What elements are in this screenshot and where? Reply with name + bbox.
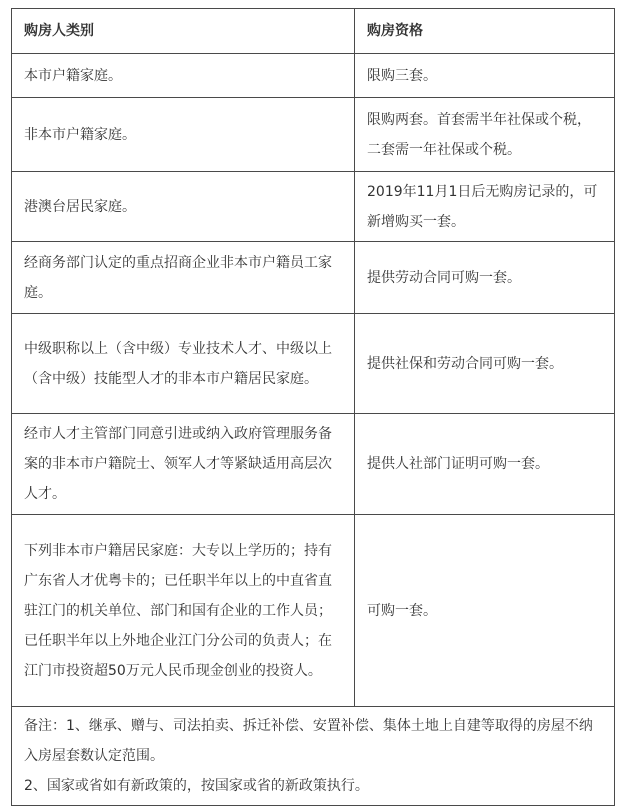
row-category: 经商务部门认定的重点招商企业非本市户籍员工家庭。 [12, 242, 355, 314]
note-line-2: 2、国家或省如有新政策的，按国家或省的新政策执行。 [24, 778, 369, 794]
row-qualification: 提供社保和劳动合同可购一套。 [355, 314, 615, 414]
table-note-row [12, 707, 615, 806]
row-category: 中级职称以上（含中级）专业技术人才、中级以上（含中级）技能型人才的非本市户籍居民家庭。 [12, 314, 355, 414]
row-category: 下列非本市户籍居民家庭：大专以上学历的；持有广东省人才优粤卡的；已任职半年以上的中直省直驻江门的机关单位、部门和国有企业的工作人员；已任职半年以上外地企业江门分公司的负责人；在江门市投资超50万元人民币现金创业的投资人。 [12, 515, 355, 707]
note-line-1: 备注：1、继承、赠与、司法拍卖、拆迁补偿、安置补偿、集体土地上自建等取得的房屋不纳入房屋套数认定范围。 [24, 718, 593, 764]
row-category: 非本市户籍家庭。 [12, 98, 355, 172]
table-header-row [12, 9, 615, 54]
row-qualification: 提供人社部门证明可购一套。 [355, 414, 615, 515]
note-cell [12, 707, 615, 806]
row-qualification: 2019年11月1日后无购房记录的，可新增购买一套。 [355, 172, 615, 242]
row-qualification: 可购一套。 [355, 515, 615, 707]
table-row [12, 314, 615, 414]
header-buyer-category: 购房人类别 [12, 9, 355, 54]
table-row [12, 242, 615, 314]
row-qualification: 限购两套。首套需半年社保或个税，二套需一年社保或个税。 [355, 98, 615, 172]
row-qualification: 提供劳动合同可购一套。 [355, 242, 615, 314]
table-row [12, 54, 615, 98]
table-row [12, 172, 615, 242]
row-category: 经市人才主管部门同意引进或纳入政府管理服务备案的非本市户籍院士、领军人才等紧缺适用高层次人才。 [12, 414, 355, 515]
row-category: 港澳台居民家庭。 [12, 172, 355, 242]
row-category: 本市户籍家庭。 [12, 54, 355, 98]
row-qualification: 限购三套。 [355, 54, 615, 98]
table-row [12, 98, 615, 172]
table-row [12, 414, 615, 515]
header-purchase-qualification: 购房资格 [355, 9, 615, 54]
table-row [12, 515, 615, 707]
housing-purchase-table [11, 8, 615, 806]
